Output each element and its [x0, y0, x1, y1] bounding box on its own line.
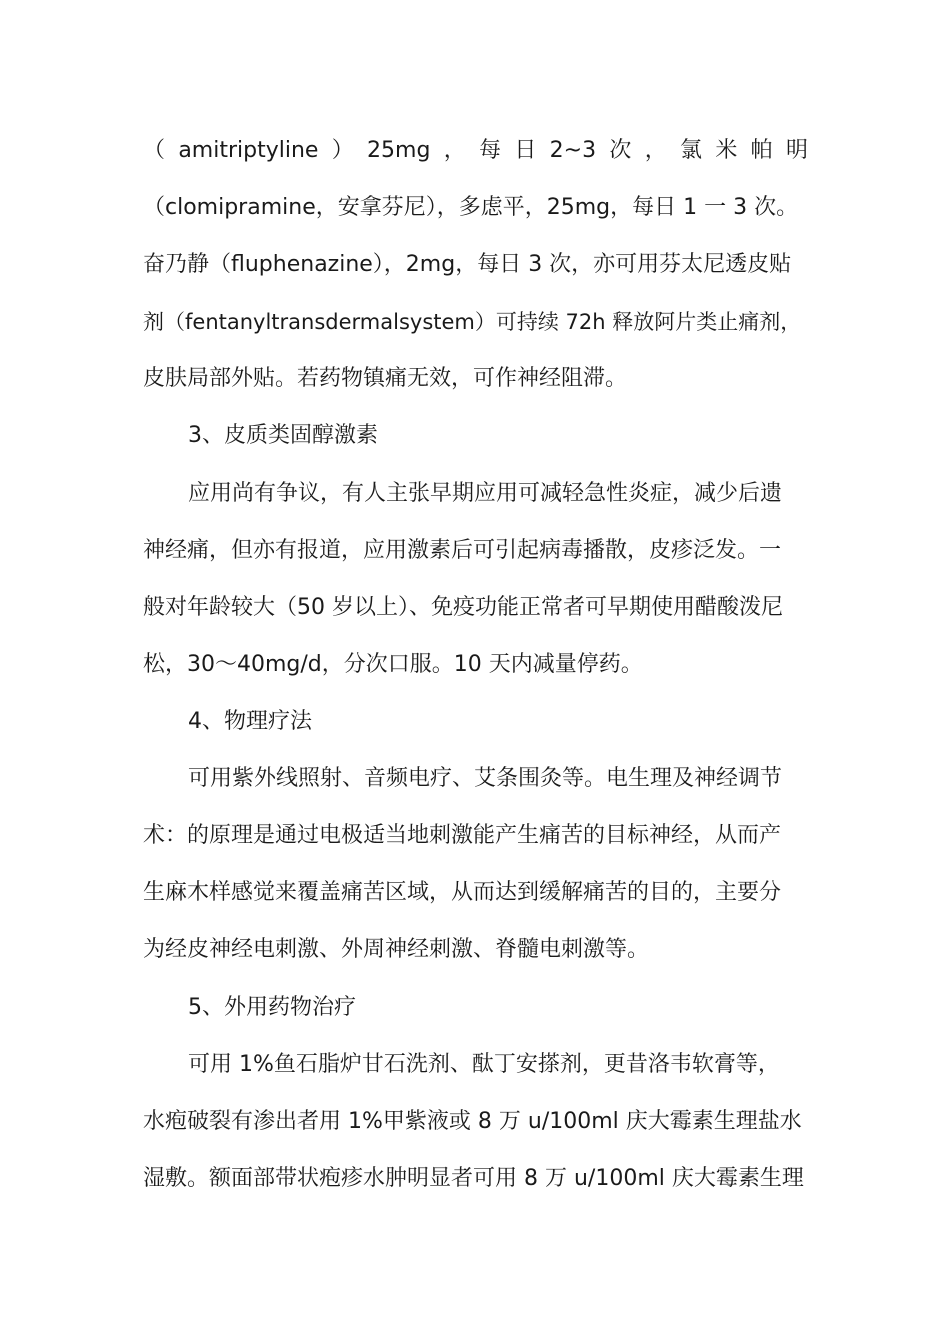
paragraph-first-line: 应用尚有争议，有人主张早期应用可减轻急性炎症，减少后遗: [188, 481, 783, 506]
text-line: 皮肤局部外贴。若药物镇痛无效，可作神经阻滞。: [143, 366, 628, 391]
text-line: 术：的原理是通过电极适当地刺激能产生痛苦的目标神经，从而产: [143, 823, 782, 848]
text-line: 神经痛，但亦有报道，应用激素后可引起病毒播散，皮疹泛发。一: [143, 538, 782, 563]
word: ，: [443, 138, 466, 163]
word: 日: [514, 138, 537, 163]
word: 25mg: [367, 138, 431, 163]
word: 帕: [750, 138, 773, 163]
word: （: [143, 138, 166, 163]
section-heading: 5、外用药物治疗: [188, 995, 356, 1020]
text-line: 奋乃静（fluphenazine），2mg，每日 3 次，亦可用芬太尼透皮贴: [143, 252, 792, 277]
section-heading: 4、物理疗法: [188, 709, 312, 734]
text-line: 水疱破裂有渗出者用 1%甲紫液或 8 万 u/100ml 庆大霉素生理盐水: [143, 1109, 802, 1134]
text-line: 为经皮神经电刺激、外周神经刺激、脊髓电刺激等。: [143, 937, 650, 962]
word: ）: [331, 138, 354, 163]
text-line-1: [143, 136, 808, 166]
text-line: 生麻木样感觉来覆盖痛苦区域，从而达到缓解痛苦的目的，主要分: [143, 880, 782, 905]
text-line: 松，30～40mg/d，分次口服。10 天内减量停药。: [143, 652, 643, 677]
word: 2~3: [549, 138, 597, 163]
text-line: 剂（fentanyltransdermalsystem）可持续 72h 释放阿片类止痛剂，: [143, 310, 802, 334]
word: 米: [715, 138, 738, 163]
word: ，: [644, 138, 667, 163]
word: amitriptyline: [178, 138, 319, 163]
text-line: 湿敷。额面部带状疱疹水肿明显者可用 8 万 u/100ml 庆大霉素生理: [143, 1166, 804, 1191]
text-line: （clomipramine，安拿芬尼），多虑平，25mg，每日 1 一 3 次。: [143, 195, 799, 220]
paragraph-first-line: 可用 1%鱼石脂炉甘石洗剂、酞丁安搽剂，更昔洛韦软膏等，: [188, 1052, 780, 1077]
word: 氯: [680, 138, 703, 163]
text-line: 般对年龄较大（50 岁以上）、免疫功能正常者可早期使用醋酸泼尼: [143, 595, 783, 620]
paragraph-first-line: 可用紫外线照射、音频电疗、艾条围灸等。电生理及神经调节: [188, 766, 783, 791]
word: 每: [479, 138, 502, 163]
word: 次: [609, 138, 632, 163]
word: 明: [785, 138, 808, 163]
section-heading: 3、皮质类固醇激素: [188, 423, 378, 448]
